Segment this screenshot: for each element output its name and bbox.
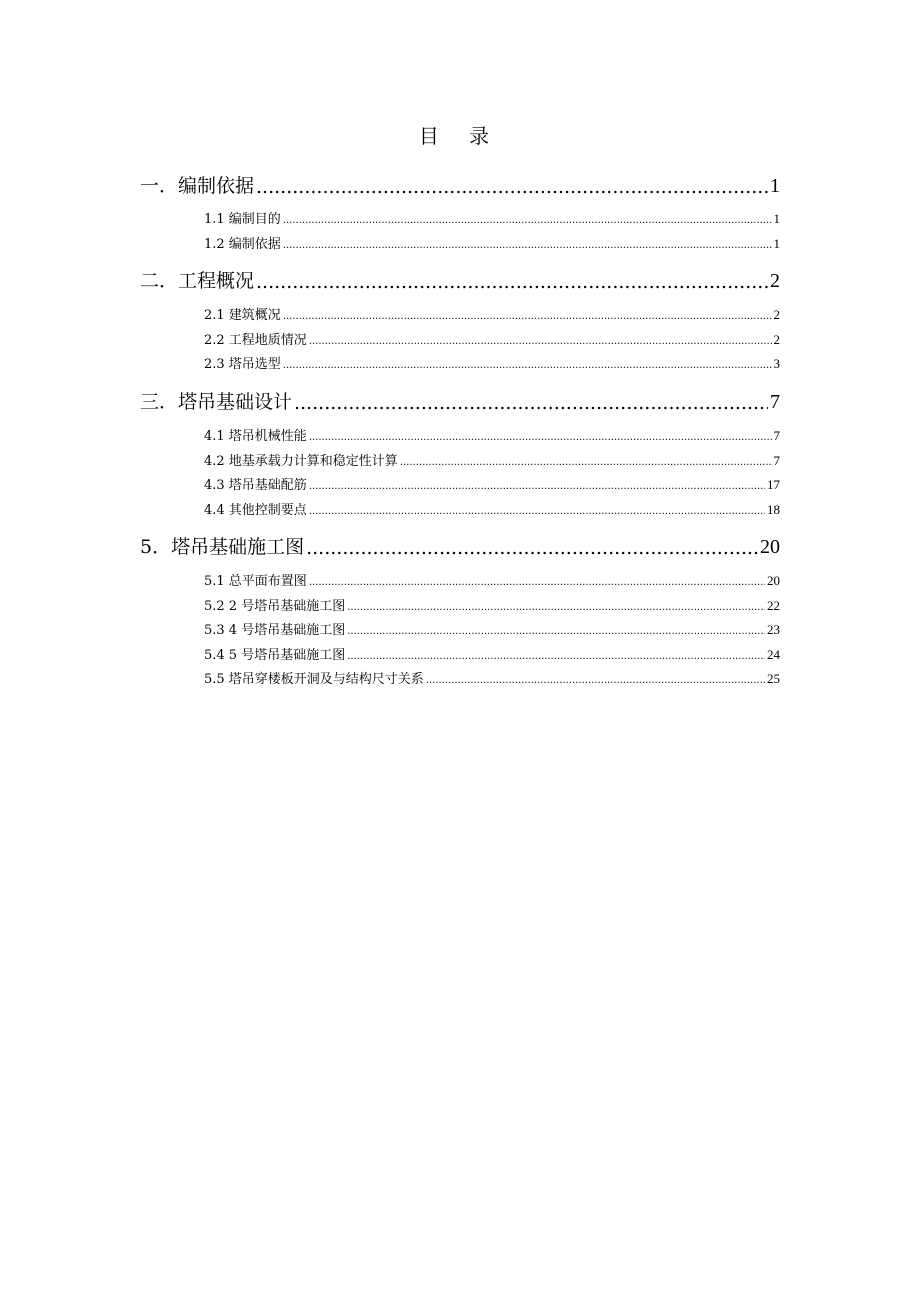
toc-subsection-label: 5.2 2 号塔吊基础施工图	[204, 598, 346, 614]
toc-subsection-entry[interactable]	[204, 571, 780, 589]
toc-subsection-label: 4.4 其他控制要点	[204, 502, 307, 518]
toc-page-number: 23	[767, 622, 780, 637]
toc-subsection-entry[interactable]	[204, 475, 780, 493]
toc-leader-dots	[306, 537, 758, 559]
toc-leader-dots	[347, 599, 765, 614]
toc-title: 目 录	[418, 124, 502, 148]
toc-leader-dots	[309, 574, 765, 589]
toc-subsection-label: 4.1 塔吊机械性能	[204, 429, 307, 444]
toc-page-number: 25	[767, 671, 780, 686]
toc-section-entry[interactable]	[140, 265, 780, 293]
toc-leader-dots	[309, 478, 765, 493]
toc-leader-dots	[400, 454, 772, 469]
toc-subsection-entry[interactable]	[204, 354, 780, 372]
toc-subsection-entry[interactable]	[204, 596, 780, 614]
toc-page-number: 18	[767, 501, 780, 517]
toc-subsection-label: 5.5 塔吊穿楼板开洞及与结构尺寸关系	[204, 672, 424, 687]
toc-leader-dots	[283, 308, 772, 323]
toc-leader-dots	[283, 212, 772, 227]
toc-leader-dots	[309, 429, 772, 444]
toc-leader-dots	[256, 176, 768, 198]
toc-page-number: 20	[760, 536, 780, 558]
toc-section-label: 一．编制依据	[140, 175, 255, 197]
toc-subsection-entry[interactable]	[204, 645, 780, 663]
toc-section-entry[interactable]	[140, 531, 780, 559]
toc-leader-dots	[347, 648, 765, 663]
toc-page-number: 7	[773, 428, 780, 443]
toc-subsection-label: 2.1 建筑概况	[204, 308, 281, 323]
toc-subsection-entry[interactable]	[204, 620, 780, 638]
toc-subsection-label: 1.1 编制目的	[204, 212, 281, 227]
toc-subsection-entry[interactable]	[204, 305, 780, 323]
toc-subsection-entry[interactable]	[204, 669, 780, 687]
toc-page-number: 2	[773, 331, 780, 347]
toc-section-label: 5．塔吊基础施工图	[140, 536, 305, 558]
toc-subsection-label: 5.1 总平面布置图	[204, 574, 307, 589]
toc-subsection-label: 2.2 工程地质情况	[204, 332, 307, 348]
toc-section-label: 三．塔吊基础设计	[140, 391, 293, 413]
toc-page-number: 17	[767, 477, 780, 492]
toc-page-number: 7	[770, 391, 780, 413]
toc-subsection-entry[interactable]	[204, 451, 780, 469]
toc-page-number: 2	[770, 270, 780, 292]
toc-subsection-label: 5.4 5 号塔吊基础施工图	[204, 647, 346, 663]
toc-section-entry[interactable]	[140, 170, 780, 198]
toc-subsection-entry[interactable]	[204, 209, 780, 227]
toc-subsection-entry[interactable]	[204, 234, 780, 252]
toc-subsection-label: 2.3 塔吊选型	[204, 357, 281, 372]
toc-leader-dots	[294, 392, 768, 414]
toc-page-number: 24	[767, 646, 780, 662]
toc-subsection-label: 5.3 4 号塔吊基础施工图	[204, 623, 346, 638]
toc-leader-dots	[309, 333, 772, 348]
toc-leader-dots	[426, 672, 765, 687]
toc-page-number: 7	[773, 452, 780, 468]
toc-section-label: 二．工程概况	[140, 270, 255, 292]
toc-leader-dots	[309, 503, 765, 518]
toc-subsection-entry[interactable]	[204, 500, 780, 518]
toc-page-number: 20	[767, 573, 780, 588]
toc-page-number: 1	[773, 211, 780, 226]
toc-section-entry[interactable]	[140, 386, 780, 414]
toc-subsection-label: 1.2 编制依据	[204, 236, 281, 252]
toc-leader-dots	[347, 623, 765, 638]
toc-leader-dots	[283, 237, 772, 252]
toc-page-number: 22	[767, 597, 780, 613]
toc-subsection-label: 4.3 塔吊基础配筋	[204, 478, 307, 493]
toc-leader-dots	[283, 357, 772, 372]
toc-leader-dots	[256, 271, 768, 293]
toc-subsection-entry[interactable]	[204, 426, 780, 444]
toc-subsection-label: 4.2 地基承载力计算和稳定性计算	[204, 453, 398, 469]
toc-page-number: 3	[773, 356, 780, 371]
toc-page-number: 2	[773, 307, 780, 322]
toc-page-number: 1	[773, 235, 780, 251]
toc-subsection-entry[interactable]	[204, 330, 780, 348]
toc-page-number: 1	[770, 175, 780, 197]
